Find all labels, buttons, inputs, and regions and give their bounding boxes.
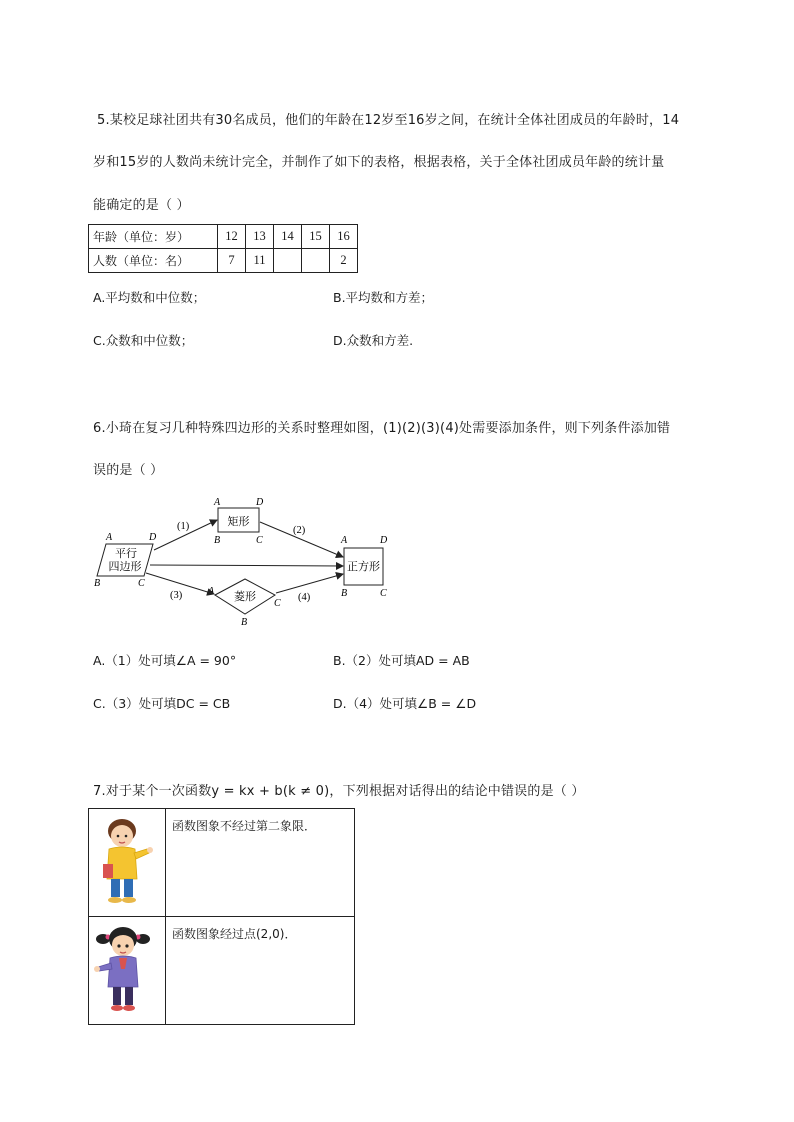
q5-option-c[interactable]: C.众数和中位数； — [93, 333, 194, 348]
vertex-b-label: B — [94, 578, 101, 589]
table-row — [89, 917, 355, 1025]
table-cell: 14 — [274, 225, 302, 249]
table-row — [89, 225, 358, 249]
vertex-d-label: D — [149, 532, 157, 543]
vertex-c-label: C — [274, 598, 281, 609]
arrow-rhombus-to-square — [276, 574, 343, 593]
rhombus-label: 菱形 — [234, 591, 256, 603]
step-3-label: (3) — [170, 590, 183, 601]
table-cell: 11 — [246, 249, 274, 273]
boy-statement: 函数图象不经过第二象限． — [166, 809, 355, 917]
step-1-label: (1) — [177, 521, 190, 532]
q7-text-line-1: 7.对于某个一次函数y = kx + b(k ≠ 0)，下列根据对话得出的结论中错误的是（ ） — [93, 784, 585, 799]
vertex-a-label: A — [208, 586, 215, 597]
vertex-b-label: B — [214, 535, 221, 546]
vertex-c-label: C — [380, 588, 387, 599]
girl-illustration — [89, 917, 165, 1020]
vertex-d-label: D — [380, 535, 388, 546]
q5-text-line-1: 5.某校足球社团共有30名成员，他们的年龄在12岁至16岁之间，在统计全体社团成员的年龄时，14 — [97, 113, 680, 128]
table-cell: 7 — [218, 249, 246, 273]
dialog-table — [88, 808, 355, 1025]
table-cell: 2 — [330, 249, 358, 273]
table-cell: 12 — [218, 225, 246, 249]
table-cell: 15 — [302, 225, 330, 249]
q5-text-line-2: 岁和15岁的人数尚未统计完全，并制作了如下的表格，根据表格，关于全体社团成员年龄的统计量 — [93, 155, 665, 170]
vertex-b-label: B — [241, 617, 248, 628]
q6-text-line-2: 误的是（ ） — [93, 463, 164, 478]
q5-option-b[interactable]: B.平均数和方差； — [333, 290, 434, 305]
q5-option-a[interactable]: A.平均数和中位数； — [93, 290, 206, 305]
q6-text-line-1: 6.小琦在复习几种特殊四边形的关系时整理如图，(1)(2)(3)(4)处需要添加条件，则下列条件添加错 — [93, 421, 671, 436]
q6-option-b[interactable]: B.（2）处可填AD = AB — [333, 653, 470, 668]
girl-picture-cell — [89, 917, 166, 1025]
table-cell — [302, 249, 330, 273]
table-cell: 16 — [330, 225, 358, 249]
parallelogram-label-1: 平行 — [115, 548, 137, 560]
table-row-header: 人数（单位：名） — [89, 249, 218, 273]
vertex-c-label: C — [138, 578, 145, 589]
vertex-a-label: A — [214, 497, 221, 508]
age-count-table — [88, 224, 358, 273]
q5-text-line-3: 能确定的是（ ） — [93, 198, 190, 213]
square-label: 正方形 — [347, 561, 380, 573]
quadrilateral-relation-diagram — [88, 490, 408, 635]
table-cell: 13 — [246, 225, 274, 249]
q6-option-d[interactable]: D.（4）处可填∠B = ∠D — [333, 696, 477, 711]
parallelogram-label-2: 四边形 — [108, 561, 142, 573]
vertex-a-label: A — [106, 532, 113, 543]
step-4-label: (4) — [298, 592, 311, 603]
table-cell — [274, 249, 302, 273]
q6-option-c[interactable]: C.（3）处可填DC = CB — [93, 696, 231, 711]
step-2-label: (2) — [293, 525, 306, 536]
girl-statement: 函数图象经过点(2,0)． — [166, 917, 355, 1025]
q6-option-a[interactable]: A.（1）处可填∠A = 90° — [93, 653, 237, 668]
vertex-d-label: D — [256, 497, 264, 508]
arrow-parallelogram-to-square — [150, 565, 343, 566]
vertex-c-label: C — [256, 535, 263, 546]
table-row — [89, 809, 355, 917]
boy-illustration — [89, 809, 165, 912]
table-row — [89, 249, 358, 273]
q5-option-d[interactable]: D.众数和方差. — [333, 333, 414, 348]
table-row-header: 年龄（单位：岁） — [89, 225, 218, 249]
vertex-b-label: B — [341, 588, 348, 599]
boy-picture-cell — [89, 809, 166, 917]
rectangle-label: 矩形 — [227, 516, 250, 528]
vertex-a-label: A — [341, 535, 348, 546]
